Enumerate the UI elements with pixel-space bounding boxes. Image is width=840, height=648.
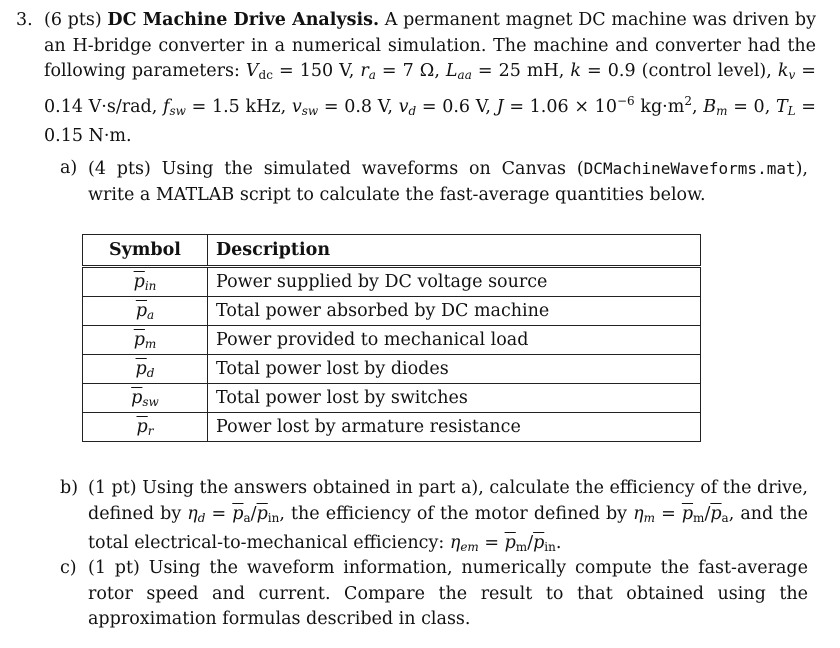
part-b-body: Using the answers obtained in part a), calculate the efficiency of the drive, defined by $\eta_d = \overline{p}_a/\overline{p}_{in}$, the efficiency of the motor defined by $\eta_m = \overline{p}_m/\overline{p}_a$, and the total electrical-to-mechanical efficiency: $\eta_{em} = \overline{p}_m/\overline{p}_{in}$. xyxy=(88,478,808,554)
problem-statement xyxy=(44,8,816,150)
table-row xyxy=(83,267,701,297)
description-cell: Total power absorbed by DC machine xyxy=(208,297,701,326)
part-b-text xyxy=(88,476,808,561)
symbol-cell: $\overline{p}_{in}$ xyxy=(83,267,208,297)
table-row xyxy=(83,297,701,326)
problem-intro: A permanent magnet DC machine was driven by an H-bridge converter in a numerical simulation. The machine and converter had the following parameters: xyxy=(44,10,816,81)
problem-number: 3. xyxy=(16,10,33,30)
part-a-label: a) xyxy=(60,158,78,178)
param-vd: $v_d = 0.6$ V xyxy=(398,96,486,118)
part-c-points: (1 pt) xyxy=(88,558,140,578)
fast-average-quantities-table xyxy=(82,234,701,442)
description-cell: Power provided to mechanical load xyxy=(208,326,701,355)
symbol-cell: $\overline{p}_a$ xyxy=(83,297,208,326)
description-cell: Power supplied by DC voltage source xyxy=(208,267,701,297)
problem-title: DC Machine Drive Analysis. xyxy=(107,10,380,30)
part-a xyxy=(60,156,808,208)
part-b xyxy=(60,476,808,561)
symbol-cell: $\overline{p}_m$ xyxy=(83,326,208,355)
param-laa: $L_{aa} = 25$ mH xyxy=(445,61,559,82)
param-vsw: $v_{sw} = 0.8$ V xyxy=(291,96,388,118)
waveform-file-name: DCMachineWaveforms.mat xyxy=(583,159,796,178)
part-c xyxy=(60,556,808,633)
part-a-text-before: Using the simulated waveforms on Canvas ( xyxy=(161,159,584,179)
table-row xyxy=(83,384,701,413)
part-b-points: (1 pt) xyxy=(88,478,137,498)
param-tl: $T_L = 0.15$ N·m xyxy=(44,96,816,146)
param-kv: $k_v = 0.14$ V·s/rad xyxy=(44,61,816,117)
table-row xyxy=(83,413,701,442)
symbol-cell: $\overline{p}_r$ xyxy=(83,413,208,442)
part-a-text xyxy=(88,156,808,208)
problem-3 xyxy=(16,8,816,150)
part-a-points: (4 pts) xyxy=(88,159,151,179)
param-bm: $B_m = 0$ xyxy=(703,96,765,118)
part-c-label: c) xyxy=(60,558,77,578)
description-cell: Power lost by armature resistance xyxy=(208,413,701,442)
part-a-text-after: ), write a MATLAB script to calculate the fast-average quantities below. xyxy=(88,159,808,205)
header-description: Description xyxy=(208,235,701,267)
param-ra: $r_a = 7$ Ω xyxy=(360,61,435,82)
problem-points: (6 pts) xyxy=(44,10,102,30)
parameter-list: $V_{dc} = 150$ V, $r_a = 7$ Ω, $L_{aa} = 25$ mH, k = 0.9 (control level), $k_v = 0.14$ V·s/rad, $f_{sw} = 1.5$ kHz, $v_{sw} = 0.8$ V, $v_d = 0.6$ V, $J = 1.06 \times 10^{-6}$ $kg\cdot m^2$, $B_m = 0$, $T_L = 0.15$ N·m. xyxy=(44,61,816,146)
param-j: $J = 1.06 \times 10^{-6}$ $kg\cdot m^2$ xyxy=(496,93,692,117)
part-c-text xyxy=(88,556,808,633)
symbol-cell: $\overline{p}_d$ xyxy=(83,355,208,384)
part-c-body: Using the waveform information, numerically compute the fast-average rotor speed and current. Compare the result to that obtained using the approximation formulas described in class. xyxy=(88,558,808,629)
param-k: k = 0.9 (control level) xyxy=(570,61,767,81)
table-row xyxy=(83,326,701,355)
param-fsw: $f_{sw} = 1.5$ kHz xyxy=(163,96,281,118)
description-cell: Total power lost by diodes xyxy=(208,355,701,384)
param-vdc: $V_{dc} = 150$ V xyxy=(245,61,349,82)
table-row xyxy=(83,355,701,384)
header-symbol: Symbol xyxy=(83,235,208,267)
part-b-label: b) xyxy=(60,478,79,498)
table-header-row xyxy=(83,235,701,267)
description-cell: Total power lost by switches xyxy=(208,384,701,413)
symbol-cell: $\overline{p}_{sw}$ xyxy=(83,384,208,413)
